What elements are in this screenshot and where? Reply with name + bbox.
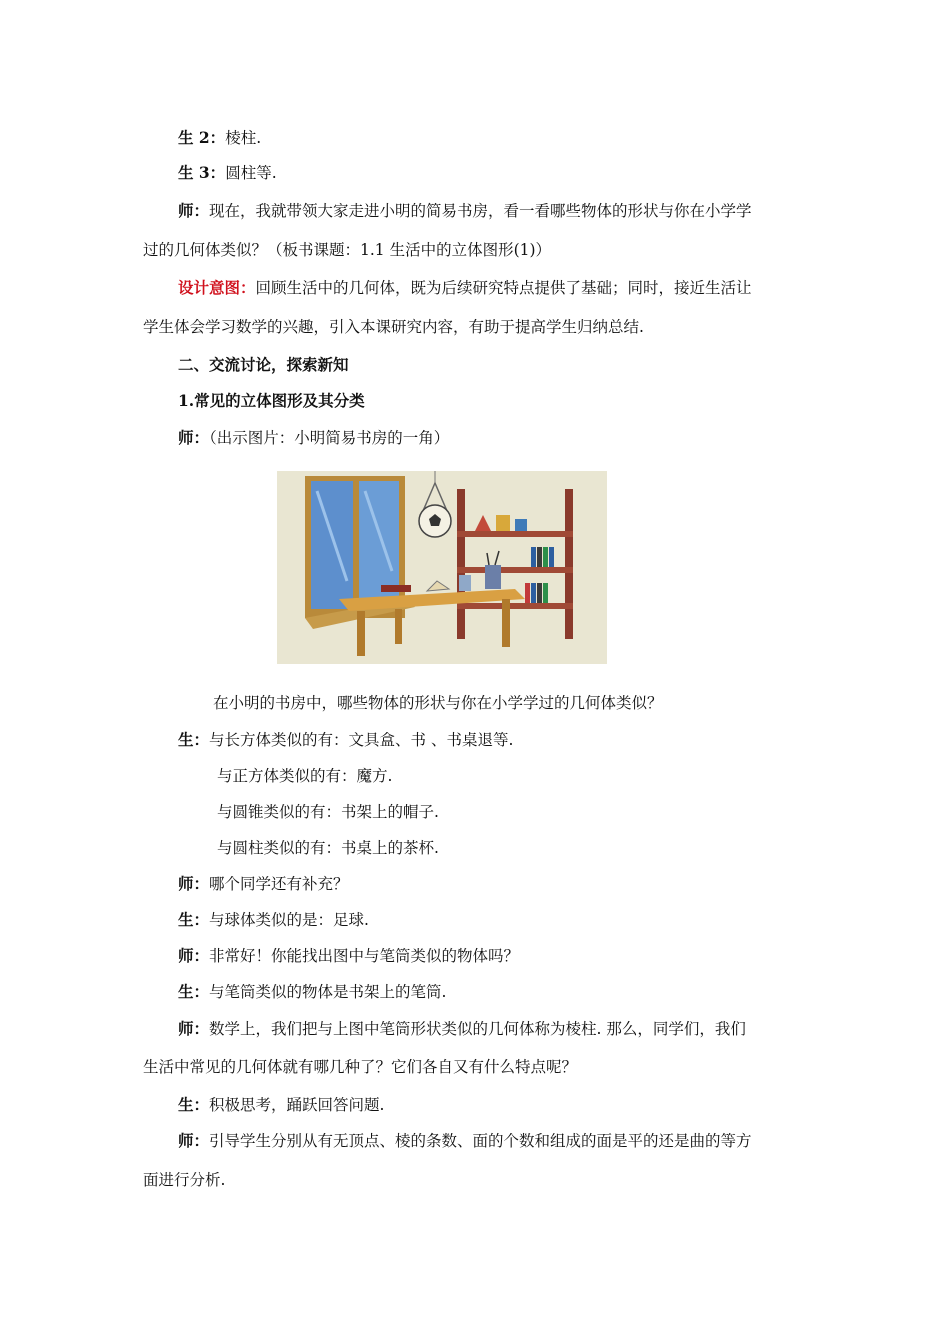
- line-text: 引导学生分别从有无顶点、棱的条数、面的个数和组成的面是平的还是曲的等方: [209, 1132, 752, 1150]
- paragraph-line: [143, 1057, 577, 1077]
- speaker-label: 师：: [178, 874, 210, 893]
- dialogue-line: [178, 1019, 746, 1039]
- dialogue-line: [178, 128, 261, 148]
- study-room-image: [277, 471, 607, 664]
- window-pane-left: [311, 481, 353, 609]
- dialogue-line: [178, 982, 446, 1002]
- book: [537, 547, 542, 567]
- line-text: 与正方体类似的有：魔方.: [217, 767, 393, 785]
- desk-leg: [357, 611, 365, 656]
- shelf-side-left: [457, 489, 465, 639]
- dialogue-line: [178, 1095, 384, 1115]
- tea-cup: [459, 575, 471, 591]
- desk-leg: [395, 609, 402, 644]
- line-text: 数学上，我们把与上图中笔筒形状类似的几何体称为棱柱. 那么，同学们，我们: [209, 1020, 746, 1038]
- speaker-label: 生：: [178, 1095, 210, 1114]
- book: [525, 583, 530, 603]
- line-text: 哪个同学还有补充？: [209, 875, 349, 893]
- paragraph-line: [143, 240, 551, 260]
- line-text: 与圆柱类似的有：书桌上的茶杯.: [217, 839, 439, 857]
- pencil-box: [381, 585, 411, 592]
- shelf-board: [457, 567, 573, 573]
- section-heading: 二、交流讨论，探索新知: [178, 355, 349, 374]
- line-text: 与球体类似的是：足球.: [209, 911, 369, 929]
- shelf-board: [457, 603, 573, 609]
- speaker-label: 师：: [178, 1019, 210, 1038]
- paragraph-line: [143, 1170, 225, 1190]
- speaker-label: 生：: [178, 910, 210, 929]
- dialogue-line: [178, 874, 349, 894]
- shelf-side-right: [565, 489, 573, 639]
- line-text: 积极思考，踊跃回答问题.: [209, 1096, 385, 1114]
- line-text: 生活中常见的几何体就有哪几种了？它们各自又有什么特点呢？: [143, 1058, 578, 1076]
- book: [537, 583, 542, 603]
- line-text: 棱柱.: [225, 129, 262, 147]
- rubiks-cube: [515, 519, 527, 531]
- dialogue-line: [178, 910, 369, 930]
- paragraph-line: [217, 838, 439, 858]
- speaker-label: 师：: [178, 1131, 210, 1150]
- paragraph-line: [143, 317, 644, 337]
- book: [549, 547, 554, 567]
- speaker-label: 师：: [178, 201, 210, 220]
- dialogue-line: [178, 428, 449, 448]
- subsection-heading: 1.常见的立体图形及其分类: [178, 391, 365, 410]
- dialogue-line: [178, 1131, 752, 1151]
- book: [543, 583, 548, 603]
- line-text: 与长方体类似的有：文具盒、书 、书桌退等.: [209, 731, 514, 749]
- line-text: 与笔筒类似的物体是书架上的笔筒.: [209, 983, 447, 1001]
- book: [531, 583, 536, 603]
- speaker-label: 生：: [178, 982, 210, 1001]
- dialogue-line: [178, 946, 519, 966]
- pen-holder: [496, 515, 510, 531]
- design-intent-line: [178, 278, 752, 298]
- line-text: 面进行分析.: [143, 1171, 226, 1189]
- shelf-board: [457, 531, 573, 537]
- line-text: 学生体会学习数学的兴趣，引入本课研究内容，有助于提高学生归纳总结.: [143, 318, 644, 336]
- line-text: 圆柱等.: [225, 164, 277, 182]
- line-text: 现在，我就带领大家走进小明的简易书房，看一看哪些物体的形状与你在小学学: [209, 202, 752, 220]
- line-text: 在小明的书房中，哪些物体的形状与你在小学学过的几何体类似？: [213, 694, 663, 712]
- line-text: 与圆锥类似的有：书架上的帽子.: [217, 803, 439, 821]
- book: [543, 547, 548, 567]
- dialogue-line: [178, 201, 752, 221]
- line-text: 非常好！你能找出图中与笔筒类似的物体吗？: [209, 947, 520, 965]
- line-text: 过的几何体类似？（板书课题：1.1 生活中的立体图形(1)）: [143, 241, 552, 259]
- dialogue-line: [178, 730, 513, 750]
- book: [531, 547, 536, 567]
- design-intent-label: 设计意图：: [178, 278, 256, 297]
- speaker-label: 生：: [178, 730, 210, 749]
- study-room-illustration: [277, 471, 607, 664]
- desk-leg: [502, 599, 510, 647]
- paragraph-line: [213, 693, 663, 713]
- speaker-label: 生 2：: [178, 128, 226, 147]
- line-text: 回顾生活中的几何体，既为后续研究特点提供了基础；同时，接近生活让: [255, 279, 752, 297]
- paragraph-line: [217, 766, 392, 786]
- speaker-label: 师：: [178, 946, 210, 965]
- pen-cup: [485, 565, 501, 589]
- speaker-label: 师：: [178, 428, 210, 447]
- paragraph-line: [217, 802, 439, 822]
- dialogue-line: [178, 163, 277, 183]
- line-text: （出示图片：小明简易书房的一角）: [209, 429, 450, 447]
- speaker-label: 生 3：: [178, 163, 226, 182]
